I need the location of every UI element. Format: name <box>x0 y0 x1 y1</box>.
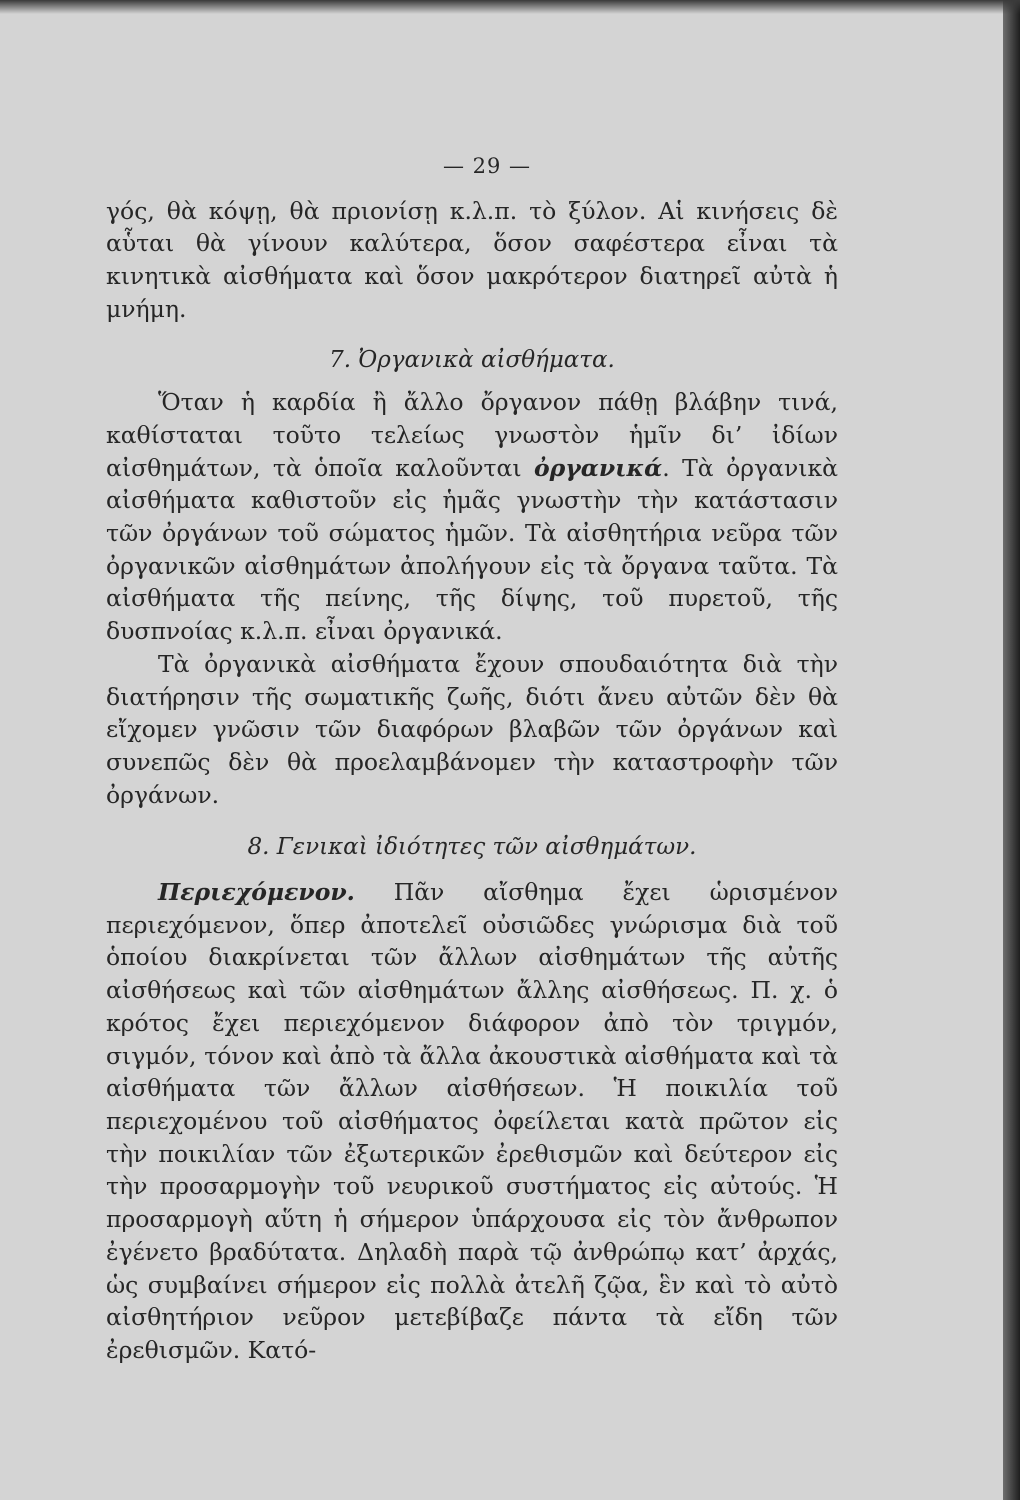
intro-paragraph: γός, θὰ κόψῃ, θὰ πριονίσῃ κ.λ.π. τὸ ξύλον. Αἱ κινήσεις δὲ αὗται θὰ γίνουν καλύτερα, ὅσον σαφέστερα εἶναι τὰ κινητικὰ αἰσθήματα καὶ ὅσον μακρότερον διατηρεῖ αὐτὰ ἡ μνήμη. <box>106 196 838 323</box>
section-7-paragraph-1 <box>106 386 838 648</box>
section-8-paragraph-1 <box>106 876 838 1367</box>
section-7-p1-text-after: . Τὰ ὀργανικὰ αἰσθήματα καθιστοῦν εἰς ἡμᾶς γνωστὴν τὴν κατάστασιν τῶν ὀργάνων τοῦ σώματος ἡμῶν. Τὰ αἰσθητήρια νεῦρα τῶν ὀργανικῶν αἰσθημάτων ἀπολήγουν εἰς τὰ ὄργανα ταῦτα. Τὰ αἰσθήματα τῆς πείνης, τῆς δίψης, τοῦ πυρετοῦ, τῆς δυσπνοίας κ.λ.π. εἶναι ὀργανικά. <box>106 453 838 646</box>
scan-edge-right <box>1003 0 1020 1500</box>
section-7-heading: 7. Ὀργανικὰ αἰσθήματα. <box>329 346 615 373</box>
section-8-heading: 8. Γενικαὶ ἰδιότητες τῶν αἰσθημάτων. <box>247 834 697 861</box>
section-8-p1-text: Πᾶν αἴσθημα ἔχει ὡρισμένον περιεχόμενον, ὅπερ ἀποτελεῖ οὐσιῶδες γνώρισμα διὰ τοῦ ὁποίου διακρίνεται τῶν ἄλλων αἰσθημάτων τῆς αὐτῆς αἰσθήσεως καὶ τῶν αἰσθημάτων ἄλλης αἰσθήσεως. Π. χ. ὁ κρότος ἔχει περιεχόμενον διάφορον ἀπὸ τὸν τριγμόν, σιγμόν, τόνον καὶ ἀπὸ τὰ ἄλλα ἀκουστικὰ αἰσθήματα καὶ τὰ αἰσθήματα τῶν ἄλλων αἰσθήσεων. Ἡ ποικιλία τοῦ περιεχομένου τοῦ αἰσθήματος ὀφείλεται κατὰ πρῶτον εἰς τὴν ποικιλίαν τῶν ἐξωτερικῶν ἐρεθισμῶν καὶ δεύτερον εἰς τὴν προσαρμογὴν τοῦ νευρικοῦ συστήματος εἰς αὐτούς. Ἡ προσαρμογὴ αὕτη ἡ σήμερον ὑπάρχουσα εἰς τὸν ἄνθρωπον ἐγένετο βραδύτατα. Δηλαδὴ παρὰ τῷ ἀνθρώπῳ κατ’ ἀρχάς, ὡς συμβαίνει σήμερον εἰς πολλὰ ἀτελῆ ζῷα, ἓν καὶ τὸ αὐτὸ αἰσθητήριον νεῦρον μετεβίβαζε πάντα τὰ εἴδη τῶν ἐρεθισμῶν. Κατό- <box>106 878 838 1364</box>
scan-edge-top <box>0 0 1020 14</box>
section-7-p1-term: ὀργανικά <box>533 453 663 482</box>
section-8-p1-term: Περιεχόμενον. <box>158 878 355 907</box>
page-number: — 29 — <box>442 154 532 178</box>
section-7-paragraph-2: Τὰ ὀργανικὰ αἰσθήματα ἔχουν σπουδαιότητα διὰ τὴν διατήρησιν τῆς σωματικῆς ζωῆς, διότι ἄνευ αὐτῶν δὲν θὰ εἴχομεν γνῶσιν τῶν διαφόρων βλαβῶν τῶν ὀργάνων καὶ συνεπῶς δὲν θὰ προελαμβάνομεν τὴν καταστροφὴν τῶν ὀργάνων. <box>106 649 838 809</box>
page-text <box>106 150 838 1367</box>
section-7-p1-text-before: Ὅταν ἡ καρδία ἢ ἄλλο ὄργανον πάθῃ βλάβην τινά, καθίσταται τοῦτο τελείως γνωστὸν ἡμῖν δι’ ἰδίων αἰσθημάτων, τὰ ὁποῖα καλοῦνται <box>106 388 838 482</box>
